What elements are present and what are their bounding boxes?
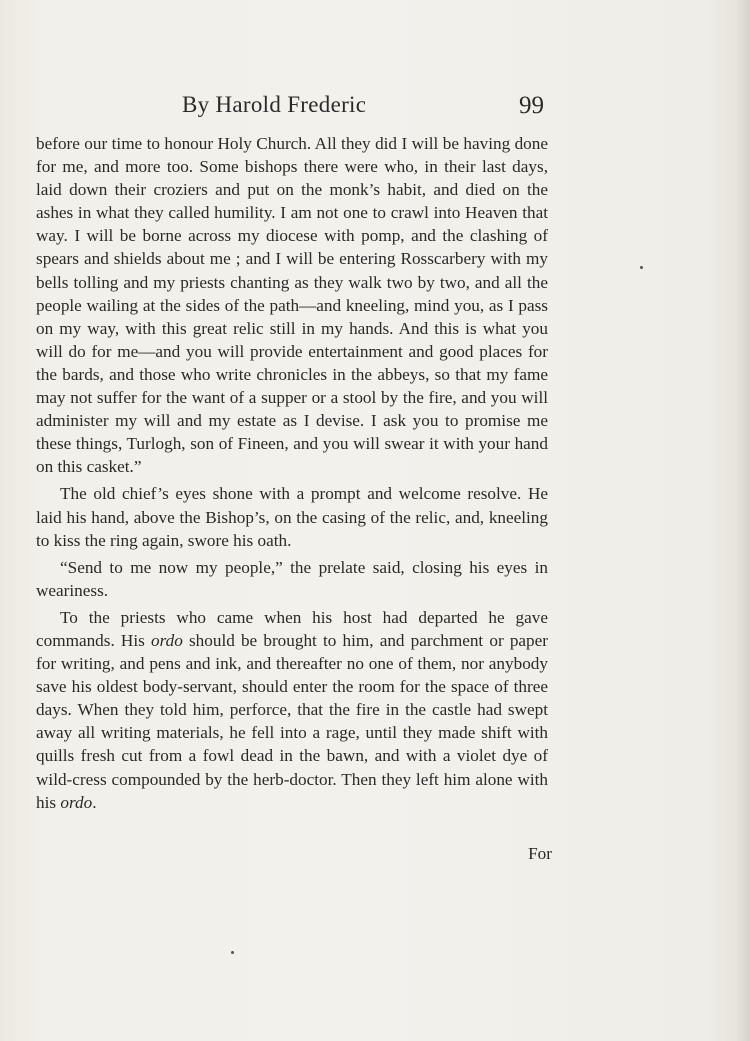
paragraph-1: before our time to honour Holy Church. All they did I will be having done for me, and more too. Some bishops there were who, in their last days, laid down their croziers and put on the monk’s habit, and died on the ashes in what they called humility. I am not one to crawl into Heaven that way. I will be borne across my diocese with pomp, and the clashing of spears and shields about me ; and I will be entering Rosscarbery with my bells tolling and my priests chanting as they walk two by two, and all the people wailing at the sides of the path—and kneeling, mind you, as I pass on my way, with this great relic still in my hands. And this is what you will do for me—and you will provide entertainment and good places for the bards, and those who write chronicles in the abbeys, so that my fame may not suffer for the want of a supper or a stool by the fire, and you will administer my will and my estate as I devise. I ask you to promise me these things, Turlogh, son of Fineen, and you will swear it with your hand on this casket.” xyxy=(36,134,548,477)
body-text xyxy=(36,132,548,818)
paragraph-3: “Send to me now my people,” the prelate said, closing his eyes in weariness. xyxy=(36,557,548,600)
ordo-italic-2: ordo xyxy=(60,792,93,812)
page-header xyxy=(36,92,548,120)
paper-speck xyxy=(231,951,234,954)
paragraph-4-part-1: To the priests who came when his host had departed he gave commands. His xyxy=(36,607,548,650)
running-head: By Harold Frederic xyxy=(182,92,367,117)
paragraph-4-part-3: . xyxy=(92,792,97,812)
paragraph-2: The old chief’s eyes shone with a prompt and welcome resolve. He laid his hand, above the Bishop’s, on the casing of the relic, and, kneeling to kiss the ring again, swore his oath. xyxy=(36,484,548,550)
page-edge-shadow xyxy=(736,0,750,1041)
paragraph-4 xyxy=(36,606,548,814)
ordo-italic-1: ordo xyxy=(150,630,183,650)
catchword: For xyxy=(528,844,552,863)
paper-speck xyxy=(640,266,643,269)
page-number: 99 xyxy=(519,92,544,119)
paragraph-4-part-2: should be brought to him, and parchment or paper for writing, and pens and ink, and thereafter no one of them, nor anybody save his oldest body-servant, should enter the room for the space of three days. When they told him, perforce, that the fire in the castle had swept away all writing materials, he fell into a rage, until they made shift with quills fresh cut from a fowl dead in the bawn, and with a violet dye of wild-cress compounded by the herb-doctor. Then they left him alone with his xyxy=(36,630,549,812)
